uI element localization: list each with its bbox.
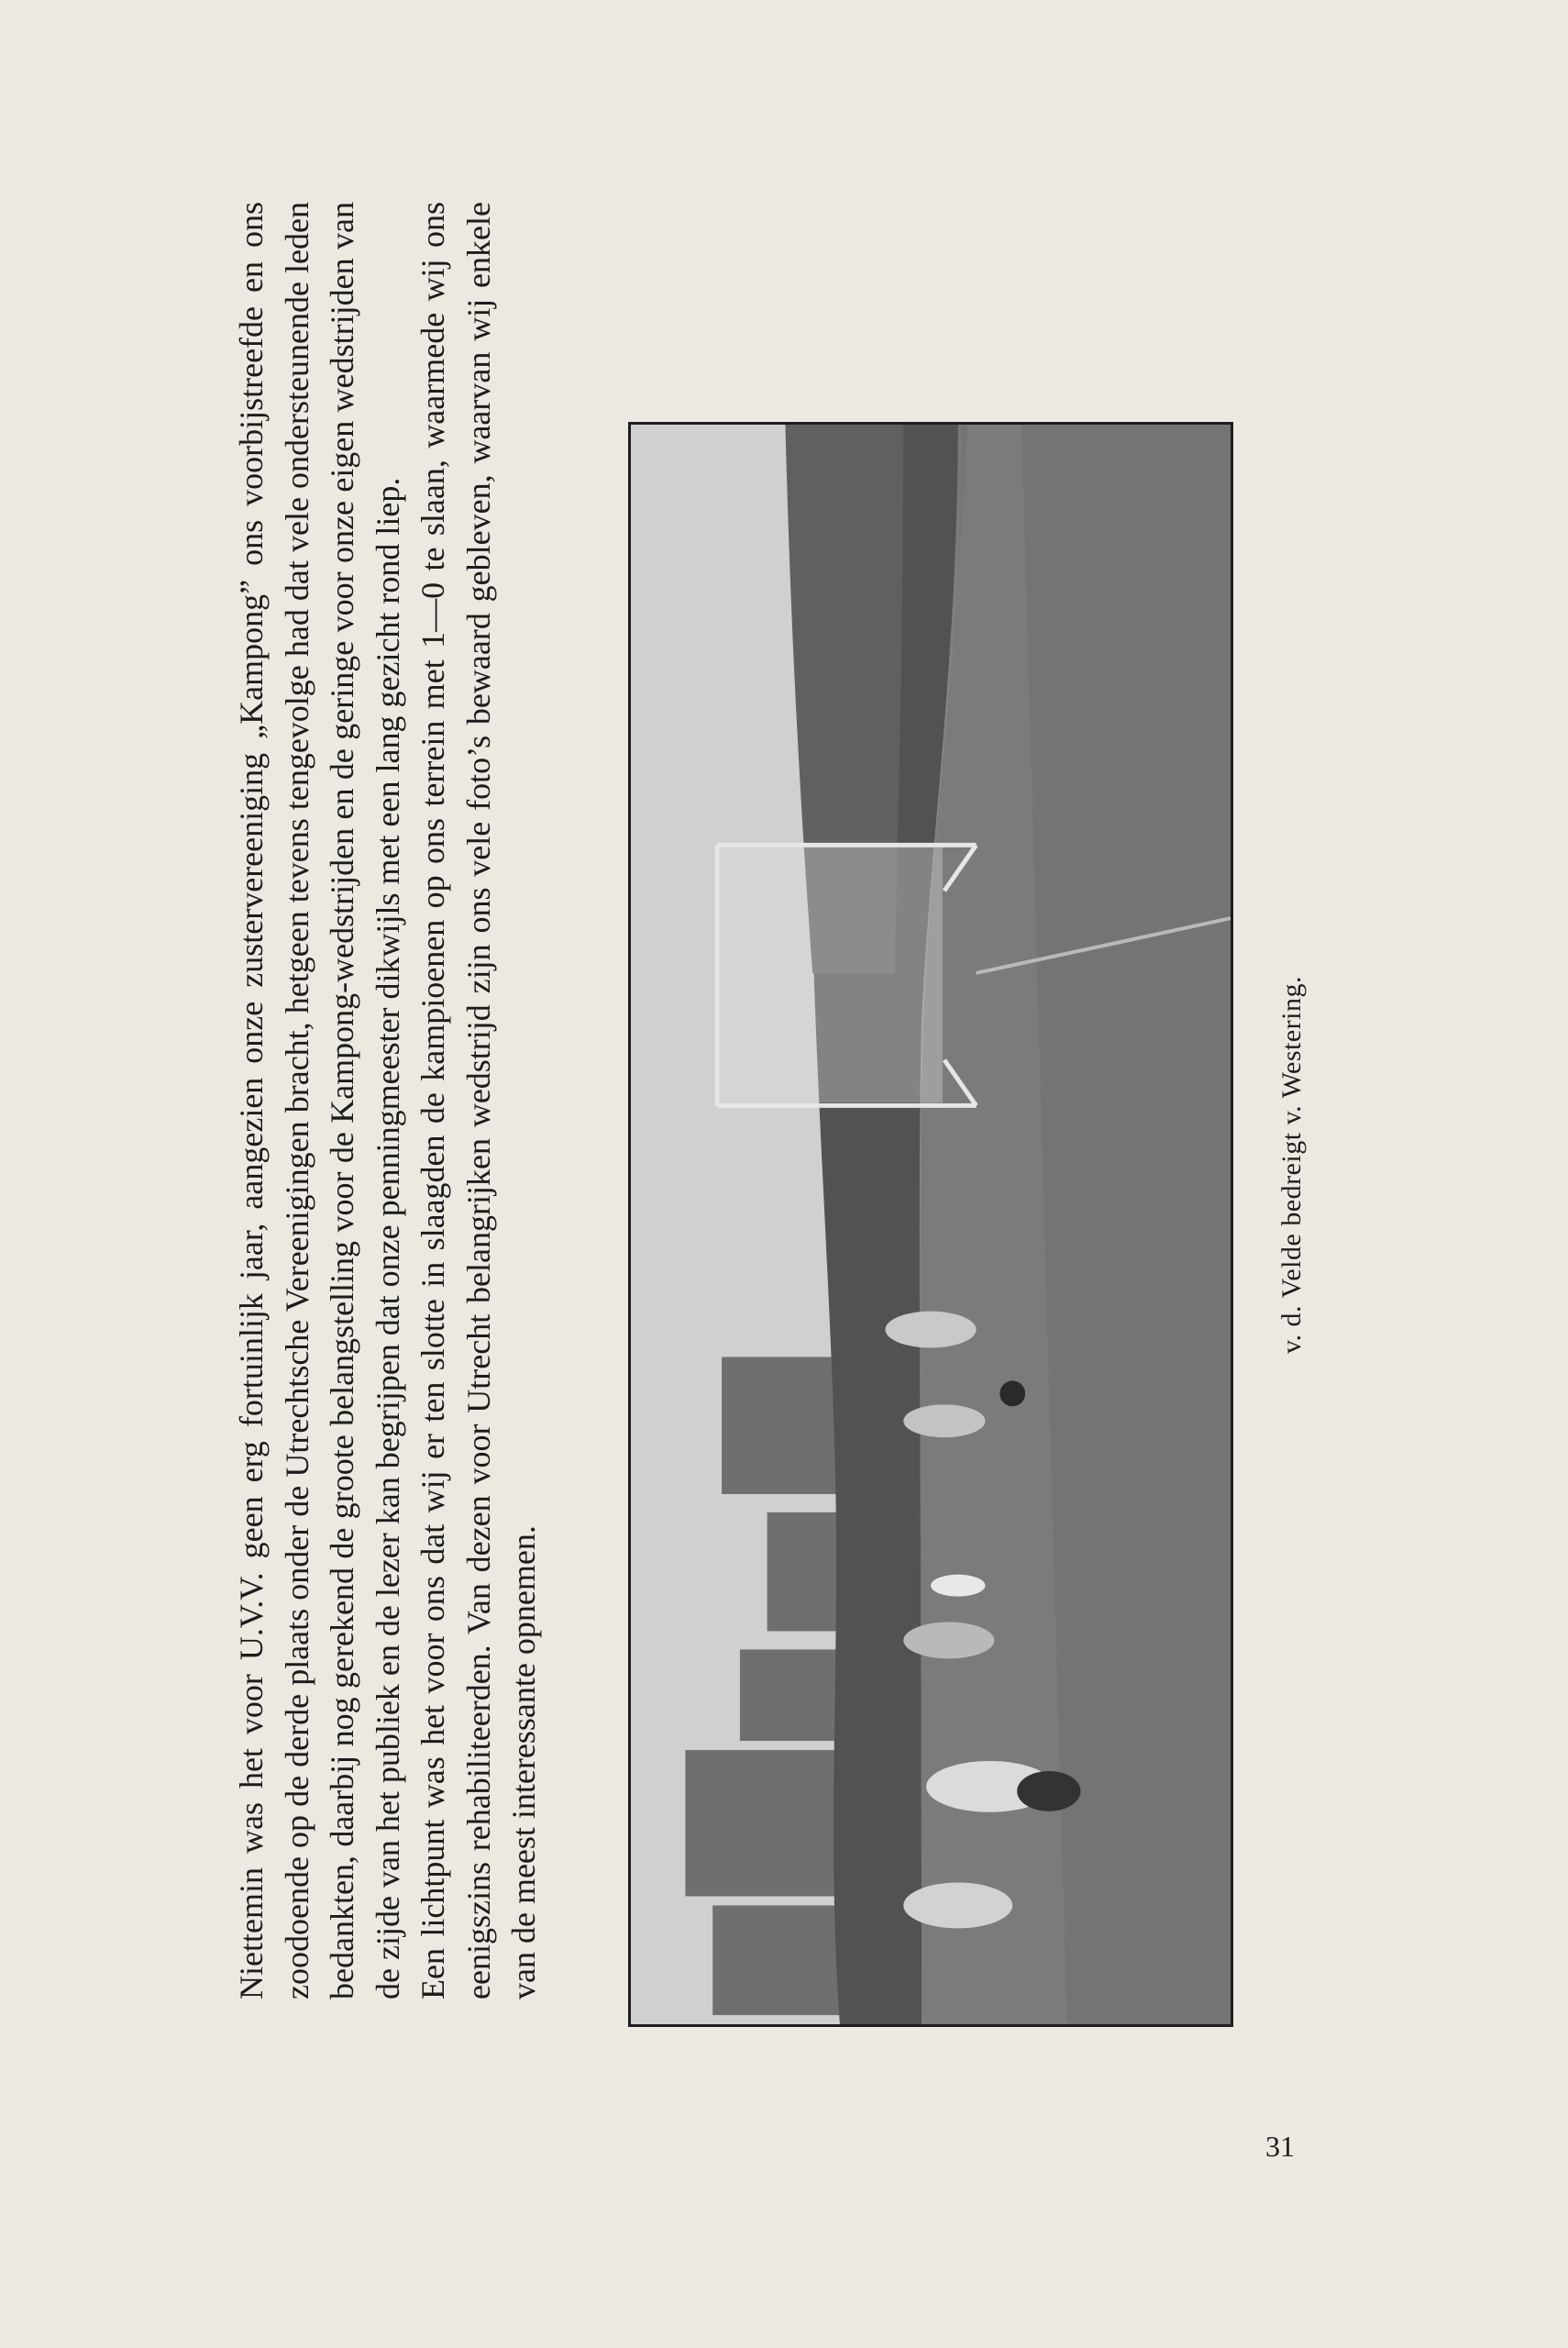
photo-caption: v. d. Velde bedreigt v. Westering.	[1276, 976, 1307, 1354]
paragraph-2: Een lichtpunt was het voor ons dat wij er ten slotte in slaagden de kampioenen op ons terrein met 1—0 te slaan, waarmede wij ons eenigszins rehabiliteerden. Van dezen voor Utrecht belangrijken wedstrijd zijn ons vele foto’s bewaard gebleven, waarvan wij enkele van de meest interessante opnemen.	[414, 202, 542, 1999]
photo-grain	[631, 425, 1231, 2024]
paragraph-1: Niettemin was het voor U.V.V. geen erg fortuinlijk jaar, aangezien onze zustervereeniging „Kampong” ons voorbijstreefde en ons zoodoende op de derde plaats onder de Utrechtsche Vereenigingen bracht, hetgeen tevens tengevolge had dat vele ondersteunende leden bedankten, daarbij nog gerekend de groote belangstelling voor de Kampong-wedstrijden en de geringe voor onze eigen wedstrijden van de zijde van het publiek en de lezer kan begrijpen dat onze penningmeester dikwijls met een lang gezicht rond liep.	[233, 202, 406, 1999]
photo-illustration	[631, 425, 1231, 2024]
body-text	[229, 202, 547, 1999]
match-photograph	[628, 422, 1233, 2027]
page-number: 31	[1265, 2130, 1295, 2163]
